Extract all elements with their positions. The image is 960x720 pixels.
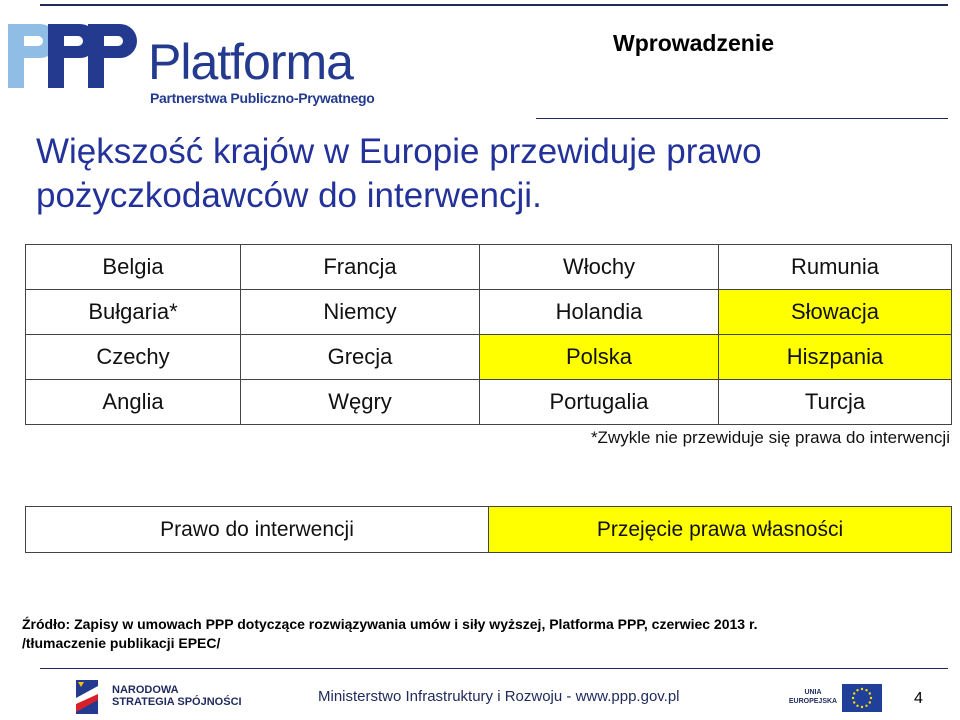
country-cell: Niemcy — [241, 290, 480, 335]
footer-rule — [40, 668, 948, 669]
logo-subtitle: Partnerstwa Publiczno-Prywatnego — [150, 90, 375, 106]
legend-takeover: Przejęcie prawa własności — [489, 507, 952, 553]
logo-title: Platforma — [148, 34, 353, 90]
country-cell: Holandia — [480, 290, 719, 335]
header-rule — [536, 118, 948, 119]
nss-line-2: STRATEGIA SPÓJNOŚCI — [112, 696, 242, 708]
nss-text — [112, 684, 242, 708]
page-number: 4 — [914, 690, 923, 707]
table-footnote: *Zwykle nie przewiduje się prawa do interwencji — [590, 428, 950, 447]
slide-heading: Większość krajów w Europie przewiduje prawo pożyczkodawców do interwencji. — [36, 132, 762, 215]
table-row — [26, 290, 952, 335]
source-line-2: /tłumaczenie publikacji EPEC/ — [22, 635, 221, 651]
legend-intervention: Prawo do interwencji — [26, 507, 489, 553]
country-cell: Turcja — [719, 380, 952, 425]
eu-line-1: UNIA — [804, 689, 822, 696]
nss-logo — [70, 676, 270, 718]
ppp-letters-icon — [4, 18, 144, 98]
ministry-footer: Ministerstwo Infrastruktury i Rozwoju - www.ppp.gov.pl — [318, 688, 680, 705]
source-note — [22, 615, 942, 653]
table-row — [26, 380, 952, 425]
eu-flag-icon — [842, 684, 882, 712]
countries-table — [25, 244, 952, 425]
country-cell: Portugalia — [480, 380, 719, 425]
country-cell: Węgry — [241, 380, 480, 425]
table-row — [26, 335, 952, 380]
country-cell: Rumunia — [719, 245, 952, 290]
country-cell: Słowacja — [719, 290, 952, 335]
country-cell: Francja — [241, 245, 480, 290]
country-cell: Czechy — [26, 335, 241, 380]
table-row — [26, 245, 952, 290]
nss-line-1: NARODOWA — [112, 684, 179, 696]
nss-flag-icon — [70, 676, 106, 718]
country-cell: Hiszpania — [719, 335, 952, 380]
section-title: Wprowadzenie — [612, 30, 774, 56]
country-cell: Polska — [480, 335, 719, 380]
legend-table — [25, 506, 952, 553]
country-cell: Belgia — [26, 245, 241, 290]
country-cell: Włochy — [480, 245, 719, 290]
country-cell: Grecja — [241, 335, 480, 380]
country-cell: Anglia — [26, 380, 241, 425]
platforma-ppp-logo — [4, 18, 404, 106]
country-cell: Bułgaria* — [26, 290, 241, 335]
source-line-1: Źródło: Zapisy w umowach PPP dotyczące rozwiązywania umów i siły wyższej, Platforma PPP, czerwiec 2013 r. — [22, 616, 758, 632]
eu-line-2: EUROPEJSKA — [788, 698, 838, 705]
top-rule — [40, 4, 948, 6]
eu-label — [788, 688, 838, 706]
